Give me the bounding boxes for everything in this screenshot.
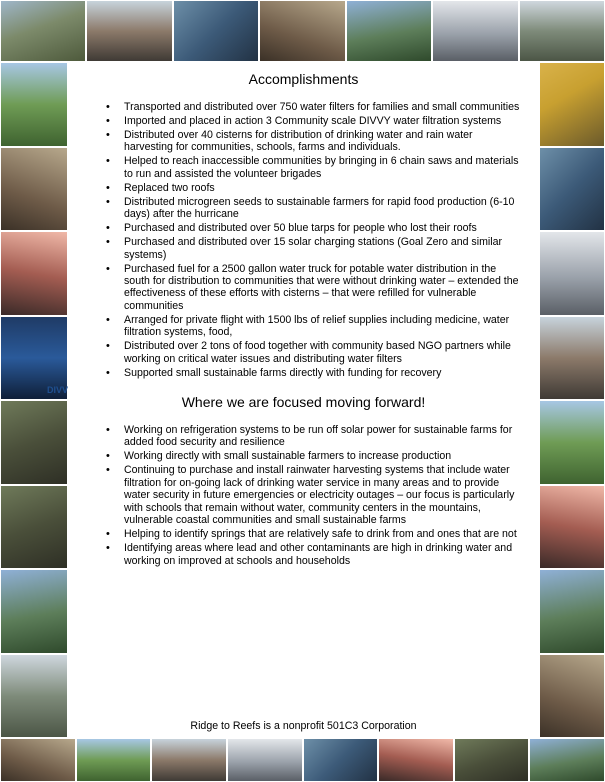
list-item: • Purchased and distributed over 50 blue tarps for people who lost their roofs bbox=[124, 222, 523, 234]
list-item: • Purchased and distributed over 15 solar charging stations (Goal Zero and similar systems) bbox=[124, 236, 523, 261]
photo-caption: DIVV bbox=[47, 385, 69, 395]
list-item: • Distributed over 40 cisterns for distribution of drinking water and rain water harvesting for communities, schools, farms and individuals. bbox=[124, 129, 523, 154]
photo bbox=[539, 569, 605, 654]
photo bbox=[0, 738, 76, 782]
forward-list bbox=[84, 424, 523, 567]
photo bbox=[539, 400, 605, 485]
list-item: • Identifying areas where lead and other contaminants are high in drinking water and working on improved at schools and households bbox=[124, 542, 523, 567]
list-item: • Helped to reach inaccessible communities by bringing in 6 chain saws and materials to run and assisted the volunteer brigades bbox=[124, 155, 523, 180]
photo bbox=[529, 738, 605, 782]
photo bbox=[76, 738, 152, 782]
top-photo-strip bbox=[0, 0, 605, 62]
accomplishments-heading: Accomplishments bbox=[248, 71, 359, 87]
list-item: • Supported small sustainable farms directly with funding for recovery bbox=[124, 367, 523, 379]
footer-note: Ridge to Reefs is a nonprofit 501C3 Corporation bbox=[190, 720, 417, 732]
photo bbox=[303, 738, 379, 782]
photo bbox=[259, 0, 345, 62]
list-item: • Distributed over 2 tons of food together with community based NGO partners while working on critical water issues and distributing water filters bbox=[124, 340, 523, 365]
photo bbox=[227, 738, 303, 782]
photo bbox=[539, 485, 605, 570]
photo bbox=[0, 0, 86, 62]
photo bbox=[0, 231, 68, 316]
photo bbox=[539, 231, 605, 316]
accomplishments-list bbox=[84, 101, 523, 379]
list-item: • Continuing to purchase and install rainwater harvesting systems that include water filtration for on-going lack of drinking water service in many areas and to provide water security in future emergencies or electricity outages – our focus is particularly with schools that remain without water, community centers in the mountains, vulnerable coastal communities and small sustainable farms bbox=[124, 464, 523, 526]
photo bbox=[0, 316, 68, 401]
photo bbox=[454, 738, 530, 782]
list-item: • Purchased fuel for a 2500 gallon water truck for potable water distribution in the south for distribution to communities that were without drinking water – extended the effectiveness of these efforts with cisterns – that were refilled for vulnerable communities bbox=[124, 263, 523, 313]
list-item: • Working directly with small sustainable farmers to increase production bbox=[124, 450, 523, 462]
photo bbox=[519, 0, 605, 62]
photo bbox=[539, 147, 605, 232]
bottom-photo-strip bbox=[0, 738, 605, 782]
photo bbox=[86, 0, 172, 62]
photo bbox=[539, 316, 605, 401]
photo bbox=[0, 400, 68, 485]
photo bbox=[0, 147, 68, 232]
photo bbox=[0, 654, 68, 739]
document-body bbox=[68, 62, 539, 738]
forward-heading: Where we are focused moving forward! bbox=[181, 394, 426, 411]
list-item: • Helping to identify springs that are relatively safe to drink from and ones that are not bbox=[124, 528, 523, 540]
photo bbox=[0, 569, 68, 654]
right-photo-column bbox=[539, 62, 605, 738]
photo bbox=[173, 0, 259, 62]
photo bbox=[539, 62, 605, 147]
list-item: • Replaced two roofs bbox=[124, 182, 523, 194]
photo bbox=[539, 654, 605, 739]
photo bbox=[0, 62, 68, 147]
list-item: • Working on refrigeration systems to be run off solar power for sustainable farms for added food security and resilience bbox=[124, 424, 523, 449]
list-item: • Imported and placed in action 3 Community scale DIVVY water filtration systems bbox=[124, 115, 523, 127]
photo bbox=[346, 0, 432, 62]
list-item: • Distributed microgreen seeds to sustainable farmers for rapid food production (6-10 days) after the hurricane bbox=[124, 196, 523, 221]
photo bbox=[432, 0, 518, 62]
list-item: • Transported and distributed over 750 water filters for families and small communities bbox=[124, 101, 523, 113]
list-item: • Arranged for private flight with 1500 lbs of relief supplies including medicine, water filtration systems, food, bbox=[124, 314, 523, 339]
photo bbox=[151, 738, 227, 782]
photo bbox=[0, 485, 68, 570]
left-photo-column bbox=[0, 62, 68, 738]
photo bbox=[378, 738, 454, 782]
